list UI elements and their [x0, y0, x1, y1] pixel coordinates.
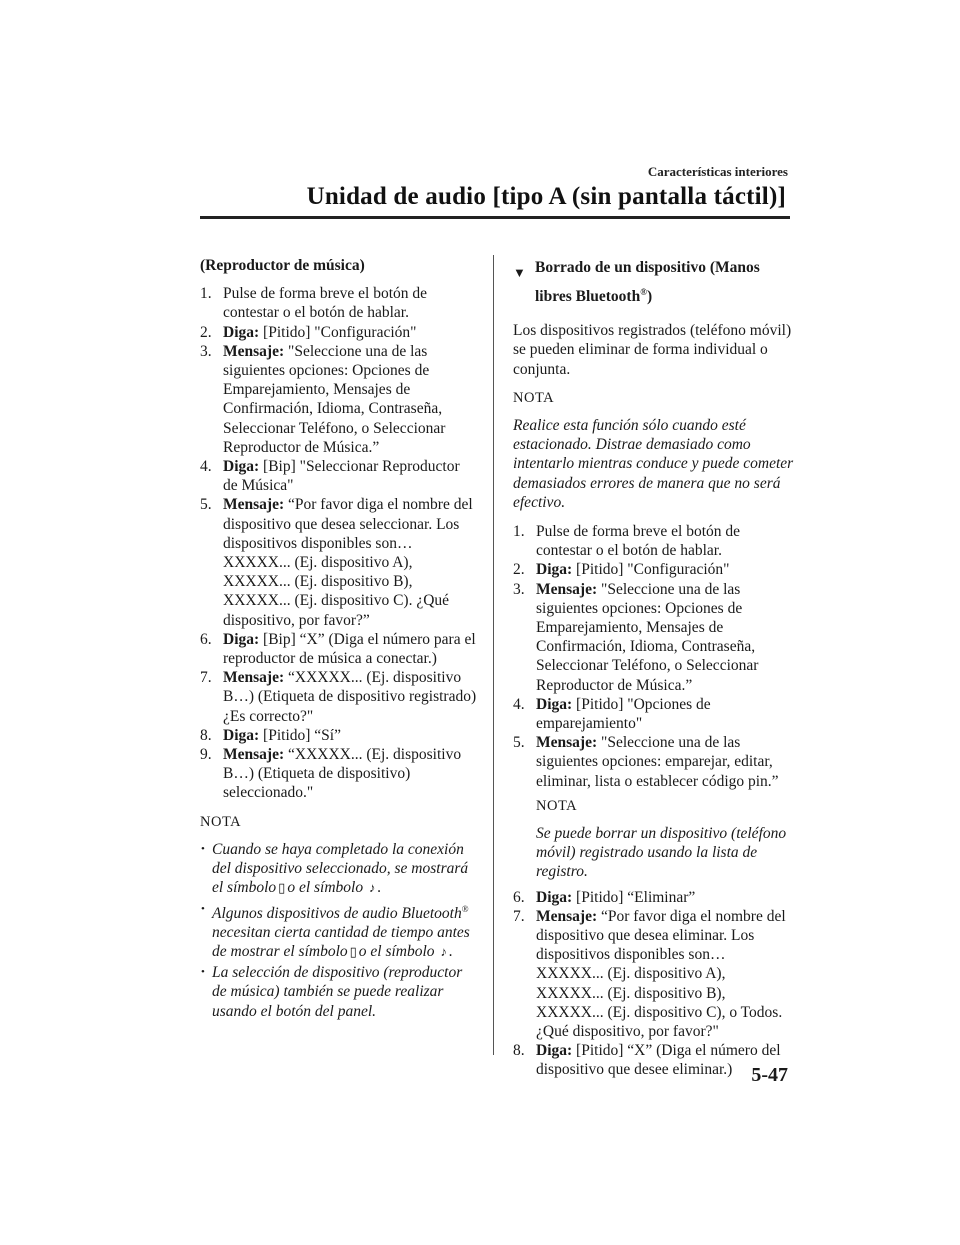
- note-text: Se puede borrar un dispositivo (teléfono móvil) registrado usando la lista de registro.: [536, 825, 787, 881]
- triangle-down-icon: ▼: [513, 265, 526, 280]
- steps-list: [200, 284, 478, 802]
- intro-paragraph: Los dispositivos registrados (teléfono móvil) se pueden eliminar de forma individual o conjunta.: [513, 322, 792, 378]
- list-item: 5. Mensaje: "Seleccione una de las siguientes opciones: emparejar, editar, eliminar, lista o establecer código pin.”: [513, 734, 779, 790]
- list-item: 8. Diga: [Pitido] “X” (Diga el número del dispositivo que desee eliminar.): [513, 1042, 781, 1079]
- bullet-dot-icon: •: [201, 902, 205, 915]
- list-item: 3. Mensaje: "Seleccione una de las siguientes opciones: Opciones de Emparejamiento, Mensajes de Confirmación, Idioma, Contraseña, Seleccionar Teléfono, o Seleccionar Reproductor de Música.”: [200, 342, 446, 456]
- steps-list: [513, 888, 795, 1080]
- list-item: 8. Diga: [Pitido] “Sí”: [200, 726, 341, 744]
- list-item: 9. Mensaje: “XXXXX... (Ej. dispositivo B…) (Etiqueta de dispositivo) seleccionado.": [200, 746, 462, 802]
- page-title: Unidad de audio [tipo A (sin pantalla táctil)]: [306, 183, 786, 210]
- steps-list: [513, 522, 795, 791]
- list-item: 1. Pulse de forma breve el botón de contestar o el botón de hablar.: [513, 522, 741, 560]
- page-number: 5-47: [751, 1064, 788, 1086]
- music-note-icon: ♪: [368, 880, 376, 896]
- note-label: NOTA: [513, 389, 555, 406]
- note-label: NOTA: [536, 797, 578, 814]
- section-title: (Reproductor de música): [200, 257, 365, 274]
- left-column: [200, 256, 478, 1023]
- list-item: 5. Mensaje: “Por favor diga el nombre del dispositivo que desea seleccionar. Los dispositivos disponibles son… XXXXX... (Ej. dispositivo A), XXXXX... (Ej. dispositivo B), XXXXX... (Ej. dispositivo C). ¿Qué dispositivo, por favor?”: [200, 496, 473, 629]
- header-rule: [200, 216, 790, 219]
- list-item: 7. Mensaje: “XXXXX... (Ej. dispositivo B…) (Etiqueta de dispositivo registrado) ¿Es correcto?": [200, 669, 477, 725]
- note-bullet: • Algunos dispositivos de audio Bluetooth® necesitan cierta cantidad de tiempo antes de mostrar el símbolo ▯ o el símbolo ♪ .: [200, 900, 478, 962]
- list-item: 4. Diga: [Bip] "Seleccionar Reproductor de Música": [200, 458, 460, 495]
- list-item: 6. Diga: [Bip] “X” (Diga el número para el reproductor de música a conectar.): [200, 630, 476, 668]
- note-text: Realice esta función sólo cuando esté estacionado. Distrae demasiado como intentarlo mientras conduce y puede cometer demasiados errores de manera que no será efectivo.: [513, 416, 794, 511]
- phone-audio-icon: ▯: [349, 944, 357, 960]
- music-note-icon: ♪: [440, 944, 447, 960]
- bullet-dot-icon: •: [201, 842, 205, 855]
- note-bullet: • Cuando se haya completado la conexión del dispositivo seleccionado, se mostrará el símbolo ▯ o el símbolo ♪ .: [201, 840, 469, 897]
- note-label: NOTA: [200, 813, 242, 830]
- inner-note: [513, 797, 795, 882]
- list-item: 7. Mensaje: “Por favor diga el nombre del dispositivo que desea eliminar. Los dispositivos disponibles son… XXXXX... (Ej. dispositivo A), XXXXX... (Ej. dispositivo B), XXXXX... (Ej. dispositivo C), o Todos. ¿Qué dispositivo, por favor?": [513, 907, 786, 1041]
- list-item: 2. Diga: [Pitido] "Configuración": [513, 561, 730, 579]
- right-column: [513, 256, 795, 1080]
- column-divider: [493, 255, 494, 1055]
- bullet-dot-icon: •: [201, 966, 205, 979]
- list-item: 1. Pulse de forma breve el botón de contestar o el botón de hablar.: [200, 285, 428, 322]
- list-item: 3. Mensaje: "Seleccione una de las siguientes opciones: Opciones de Emparejamiento, Mensajes de Confirmación, Idioma, Contraseña, Seleccionar Teléfono, o Seleccionar Reproductor de Música.”: [513, 580, 759, 694]
- list-item: 6. Diga: [Pitido] “Eliminar”: [513, 888, 696, 906]
- section-title: ▼ Borrado de un dispositivo (Manos libres Bluetooth®): [513, 259, 760, 306]
- list-item: 4. Diga: [Pitido] "Opciones de emparejamiento": [513, 695, 711, 733]
- note-bullet: • La selección de dispositivo (reproductor de música) también se puede realizar usando el botón del panel.: [201, 964, 463, 1020]
- section-heading: Características interiores: [647, 164, 788, 179]
- phone-audio-icon: ▯: [278, 880, 286, 896]
- list-item: 2. Diga: [Pitido] "Configuración": [200, 323, 417, 341]
